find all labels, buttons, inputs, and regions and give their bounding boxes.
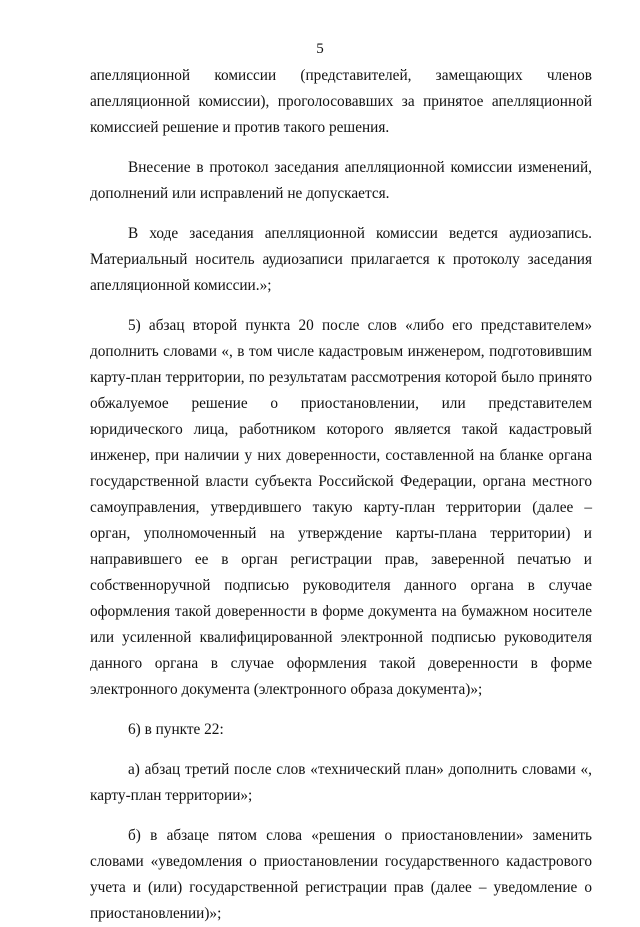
document-body [90, 63, 592, 927]
paragraph-item-5: 5) абзац второй пункта 20 после слов «либо его представителем» дополнить словами «, в том числе кадастровым инженером, подготовившим карту-план территории, по результатам рассмотрения которой было принято обжалуемое решение о приостановлении, или представителем юридического лица, работником которого является такой кадастровый инженер, при наличии у них доверенности, составленной на бланке органа государственной власти субъекта Российской Федерации, органа местного самоуправления, утвердившего такую карту-план территории (далее – орган, уполномоченный на утверждение карты-плана территории) и направившего ее в орган регистрации прав, заверенной печатью и собственноручной подписью руководителя данного органа в случае оформления такой доверенности в форме документа на бумажном носителе или усиленной квалифицированной электронной подписью руководителя данного органа в случае оформления такой доверенности в форме электронного документа (электронного образа документа)»; [90, 317, 592, 698]
paragraph-audio-recording: В ходе заседания апелляционной комиссии ведется аудиозапись. Материальный носитель аудиозаписи прилагается к протоколу заседания апелляционной комиссии.»; [90, 225, 592, 294]
page-number: 5 [316, 41, 324, 57]
paragraph-commission-members: апелляционной комиссии (представителей, замещающих членов апелляционной комиссии), проголосовавших за принятое апелляционной комиссией решение и против такого решения. [90, 67, 592, 136]
paragraph-item-6: 6) в пункте 22: [128, 721, 224, 738]
paragraph-item-6b: б) в абзаце пятом слова «решения о приостановлении» заменить словами «уведомления о приостановлении государственного кадастрового учета и (или) государственной регистрации прав (далее – уведомление о приостановлении)»; [90, 827, 592, 922]
paragraph-item-6a: а) абзац третий после слов «технический план» дополнить словами «, карту-план территории»; [90, 761, 592, 804]
paragraph-protocol-changes: Внесение в протокол заседания апелляционной комиссии изменений, дополнений или исправлений не допускается. [90, 159, 592, 202]
